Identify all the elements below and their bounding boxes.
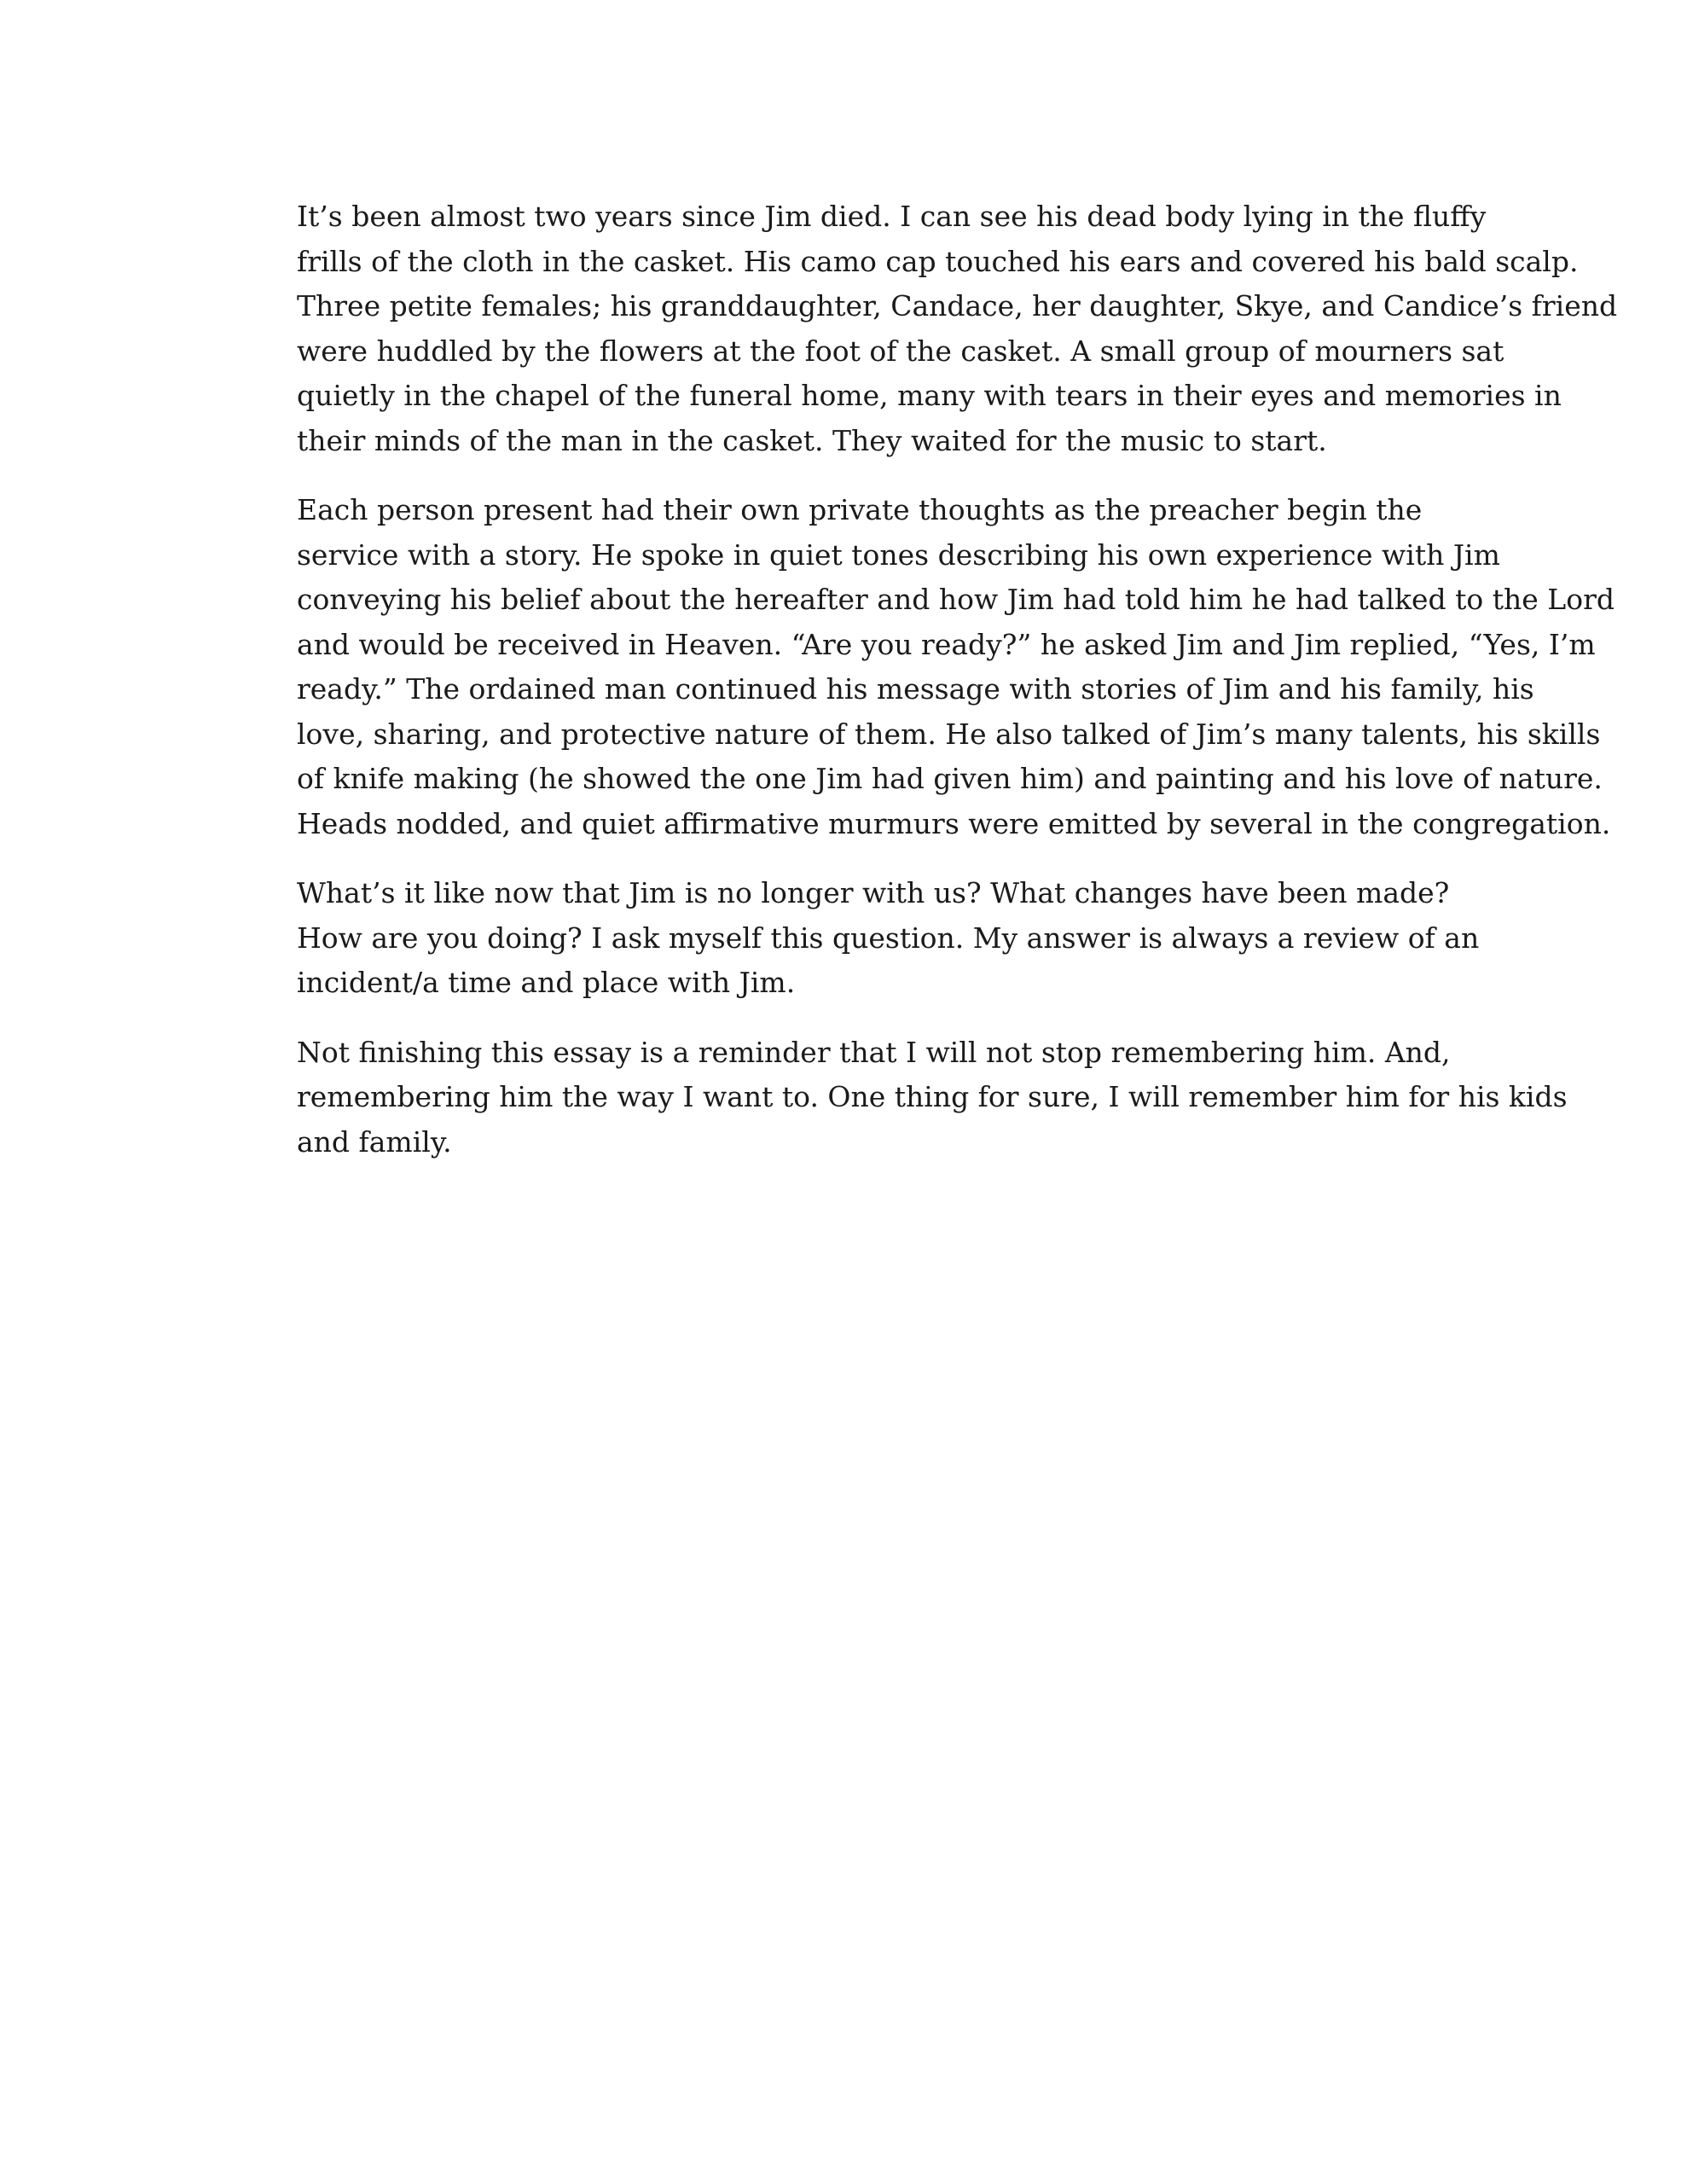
text-line: and family.	[297, 1124, 452, 1159]
text-line: of knife making (he showed the one Jim had given him) and painting and his love of nature.	[297, 762, 1603, 795]
paragraph-3	[198, 871, 1503, 1006]
text-line: incident/a time and place with Jim.	[297, 966, 796, 999]
text-line: remembering him the way I want to. One thing for sure, I will remember him for his kids	[297, 1080, 1568, 1113]
text-line: It’s been almost two years since Jim died. I can see his dead body lying in the fluffy	[297, 200, 1487, 233]
text-line: Not finishing this essay is a reminder that I will not stop remembering him. And,	[297, 1035, 1451, 1069]
text-line: ready.” The ordained man continued his message with stories of Jim and his family, his	[297, 672, 1534, 706]
text-line: What’s it like now that Jim is no longer with us? What changes have been made?	[297, 876, 1450, 909]
text-line: conveying his belief about the hereafter and how Jim had told him he had talked to the Lord	[297, 583, 1615, 616]
text-line: Each person present had their own private thoughts as the preacher begin the	[297, 493, 1423, 526]
text-line: How are you doing? I ask myself this question. My answer is always a review of an	[297, 921, 1480, 955]
document-body	[198, 195, 1618, 1189]
text-line: service with a story. He spoke in quiet tones describing his own experience with Jim	[297, 537, 1500, 572]
text-line: quietly in the chapel of the funeral home, many with tears in their eyes and memories in	[297, 379, 1562, 412]
paragraph-1	[198, 195, 1618, 463]
paragraph-2	[198, 488, 1615, 846]
text-line: Heads nodded, and quiet affirmative murmurs were emitted by several in the congregation.	[297, 806, 1611, 840]
text-line: Three petite females; his granddaughter, Candace, her daughter, Skye, and Candice’s friend	[297, 289, 1618, 322]
text-line: were huddled by the flowers at the foot of the casket. A small group of mourners sat	[297, 334, 1504, 368]
text-line: their minds of the man in the casket. They waited for the music to start.	[297, 423, 1327, 457]
paragraph-4	[198, 1031, 1568, 1165]
text-line: love, sharing, and protective nature of them. He also talked of Jim’s many talents, his skills	[297, 717, 1601, 751]
text-line: frills of the cloth in the casket. His camo cap touched his ears and covered his bald scalp.	[297, 244, 1579, 278]
text-line: and would be received in Heaven. “Are you ready?” he asked Jim and Jim replied, “Yes, I’m	[297, 627, 1596, 661]
